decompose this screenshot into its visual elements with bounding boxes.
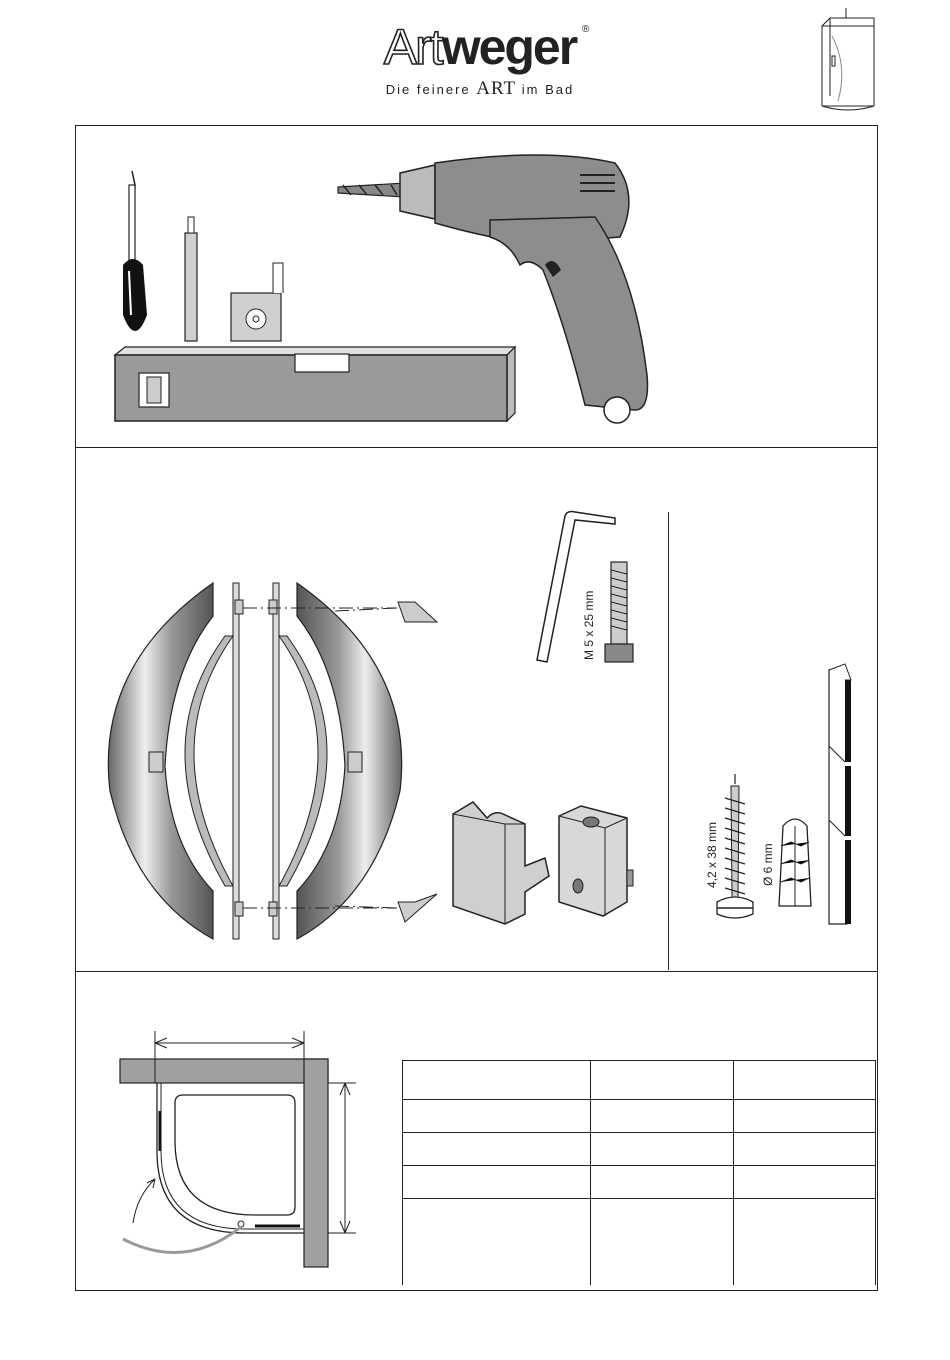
handle-icon <box>108 583 243 939</box>
table-row <box>403 1133 876 1166</box>
clamp-icon <box>559 806 633 916</box>
table-row <box>403 1061 876 1100</box>
shower-enclosure-icon <box>808 6 888 118</box>
bolt-label: M 5 x 25 mm <box>582 590 596 660</box>
brand-name <box>360 19 600 75</box>
tagline-art: ART <box>476 78 517 99</box>
brand-name-part2: weger <box>441 19 577 75</box>
screw-icon <box>717 774 753 918</box>
brand-logo <box>360 19 600 100</box>
handle-icon <box>269 583 402 939</box>
dimensions-table <box>402 1060 876 1285</box>
tagline-pre: Die feinere <box>385 82 477 97</box>
table-row <box>403 1100 876 1133</box>
tiles-icon <box>829 664 851 924</box>
screwdriver-icon <box>123 171 147 331</box>
registered-mark: ® <box>582 24 590 35</box>
dowel-label: Ø 6 mm <box>761 843 775 886</box>
tools-illustration <box>75 125 876 446</box>
components-illustration <box>75 446 876 971</box>
clamp-icon <box>453 802 549 924</box>
bolt-icon <box>605 562 633 662</box>
hex-key-icon <box>537 512 615 663</box>
table-row <box>403 1166 876 1199</box>
dowel-icon <box>779 819 811 906</box>
screw-label: 4,2 x 38 mm <box>705 821 719 888</box>
pencil-icon <box>185 217 197 341</box>
floor-plan-icon <box>75 971 405 1289</box>
brand-name-part1: Art <box>383 19 442 75</box>
brand-tagline <box>360 78 600 100</box>
tagline-post: im Bad <box>516 82 575 97</box>
table-row <box>403 1199 876 1286</box>
tape-measure-icon <box>231 263 283 341</box>
spirit-level-icon <box>115 347 515 421</box>
